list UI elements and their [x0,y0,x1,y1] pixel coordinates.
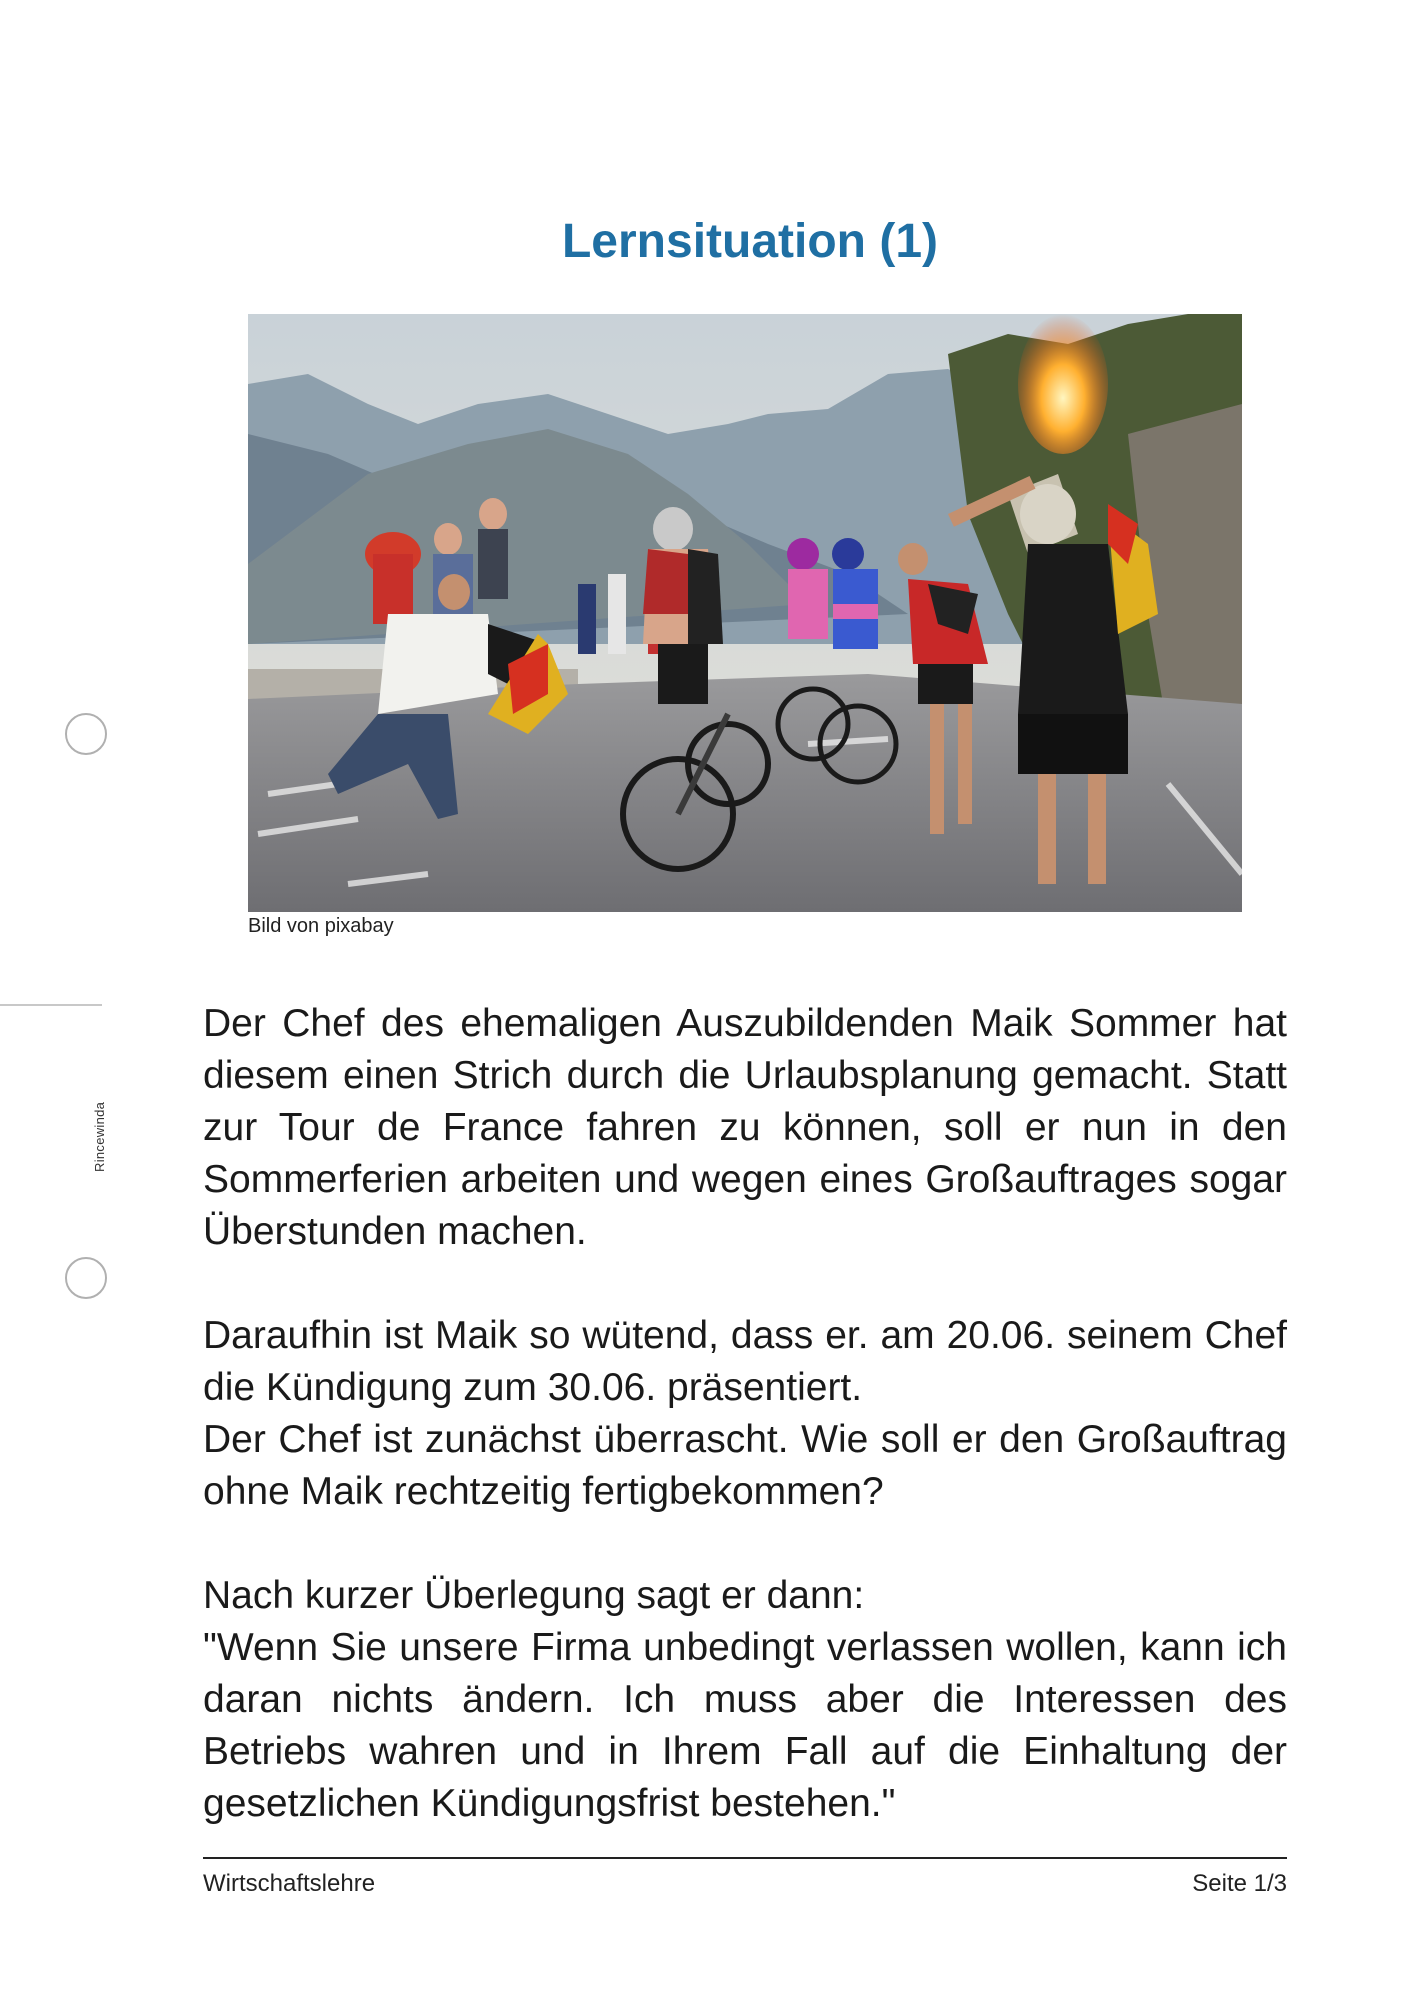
paragraph: Daraufhin ist Maik so wütend, dass er. am 20.06. seinem Chef die Kündigung zum 30.06. präsentiert. [203,1314,1287,1409]
page-title: Lernsituation (1) [561,215,938,268]
paragraph: Der Chef des ehemaligen Auszubildenden Maik Sommer hat diesem einen Strich durch die Urlaubsplanung gemacht. Statt zur Tour de France fahren zu können, soll er nun in den Sommerferien arbeiten und wegen eines Großauftrages sogar Überstunden machen. [203,1002,1287,1253]
paragraph: "Wenn Sie unsere Firma unbedingt verlassen wollen, kann ich daran nichts ändern. Ich muss aber die Interessen des Betriebs wahren und in Ihrem Fall auf die Einhaltung der gesetzlichen Kündigungsfrist bestehen." [203,1626,1287,1825]
author-credit: Rincewinda [92,1101,107,1172]
paragraph: Nach kurzer Überlegung sagt er dann: [203,1574,865,1617]
image-credit: Bild von pixabay [248,915,394,937]
fold-mark [0,1004,102,1006]
punch-hole-top [65,713,107,755]
punch-hole-bottom [65,1257,107,1299]
footer-rule [203,1857,1287,1859]
footer-page-number: Seite 1/3 [1192,1870,1287,1897]
paragraph: Der Chef ist zunächst überrascht. Wie soll er den Großauftrag ohne Maik rechtzeitig fertigbekommen? [203,1418,1287,1513]
body-text [203,998,1287,1830]
footer-subject: Wirtschaftslehre [203,1870,376,1897]
cycling-race-photo [248,314,1242,912]
